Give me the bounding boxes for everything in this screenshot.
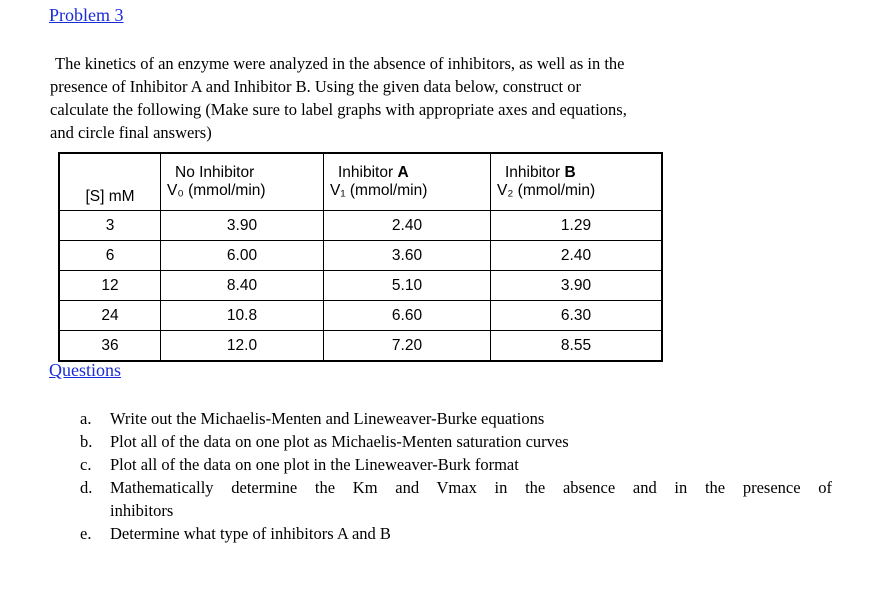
table-cell: 10.8 (161, 301, 324, 331)
table-cell: 36 (59, 331, 161, 362)
table-row (59, 331, 662, 362)
intro-line: presence of Inhibitor A and Inhibitor B. Using the given data below, construct or (50, 77, 581, 96)
header-title (491, 166, 661, 180)
table-cell: 3.90 (491, 271, 663, 301)
table-row (59, 271, 662, 301)
question-item (80, 430, 832, 453)
table-cell: 8.40 (161, 271, 324, 301)
table-cell: 7.20 (324, 331, 491, 362)
header-substrate-label: [S] mM (85, 188, 135, 205)
table-cell: 24 (59, 301, 161, 331)
table-row (59, 241, 662, 271)
table-cell: 12.0 (161, 331, 324, 362)
question-item (80, 522, 832, 545)
header-inhibitor-a (324, 153, 491, 211)
table-row (59, 211, 662, 241)
question-letter: a. (80, 409, 92, 428)
table-cell: 1.29 (491, 211, 663, 241)
table-cell: 6.60 (324, 301, 491, 331)
question-text: Plot all of the data on one plot as Michaelis-Menten saturation curves (110, 432, 569, 451)
problem-heading[interactable]: Problem 3 (49, 5, 124, 25)
question-item (80, 407, 832, 430)
question-text (110, 476, 832, 522)
header-unit: V₂ (mmol/min) (497, 182, 596, 199)
header-title-letter: A (397, 164, 409, 181)
table-cell: 5.10 (324, 271, 491, 301)
header-title-text: Inhibitor (505, 164, 565, 181)
header-title (324, 166, 490, 180)
table-cell: 3.90 (161, 211, 324, 241)
intro-line: and circle final answers) (50, 123, 212, 142)
question-item (80, 453, 832, 476)
question-text: Write out the Michaelis-Menten and Lineweaver-Burke equations (110, 409, 545, 428)
table-cell: 2.40 (324, 211, 491, 241)
table-cell: 6 (59, 241, 161, 271)
header-unit: V₁ (mmol/min) (330, 182, 428, 199)
question-text-line: inhibitors (110, 501, 174, 520)
table-cell: 3.60 (324, 241, 491, 271)
question-text-line: Mathematically determine the Km and Vmax in the absence and in the presence of (110, 478, 832, 497)
question-letter: d. (80, 478, 93, 497)
header-title-letter: B (564, 164, 576, 181)
intro-paragraph (50, 52, 830, 144)
intro-line: calculate the following (Make sure to label graphs with appropriate axes and equations, (50, 100, 627, 119)
questions-list (80, 407, 832, 545)
header-title: No Inhibitor (175, 164, 255, 181)
question-letter: b. (80, 432, 93, 451)
table-cell: 6.30 (491, 301, 663, 331)
question-letter: e. (80, 524, 92, 543)
header-no-inhibitor (161, 153, 324, 211)
header-unit: V₀ (mmol/min) (167, 182, 266, 199)
question-text: Plot all of the data on one plot in the Lineweaver-Burk format (110, 455, 519, 474)
kinetics-data-table (58, 152, 663, 362)
table-cell: 8.55 (491, 331, 663, 362)
table-cell: 2.40 (491, 241, 663, 271)
header-inhibitor-b (491, 153, 663, 211)
header-title-text: Inhibitor (338, 164, 398, 181)
question-item (80, 476, 832, 522)
table-cell: 12 (59, 271, 161, 301)
intro-line: The kinetics of an enzyme were analyzed in the absence of inhibitors, as well as in the (55, 54, 625, 73)
table-cell: 3 (59, 211, 161, 241)
header-substrate (59, 153, 161, 211)
table-row (59, 301, 662, 331)
table-cell: 6.00 (161, 241, 324, 271)
table-header-row (59, 153, 662, 211)
question-letter: c. (80, 455, 92, 474)
question-text: Determine what type of inhibitors A and B (110, 524, 391, 543)
questions-heading[interactable]: Questions (49, 360, 121, 380)
